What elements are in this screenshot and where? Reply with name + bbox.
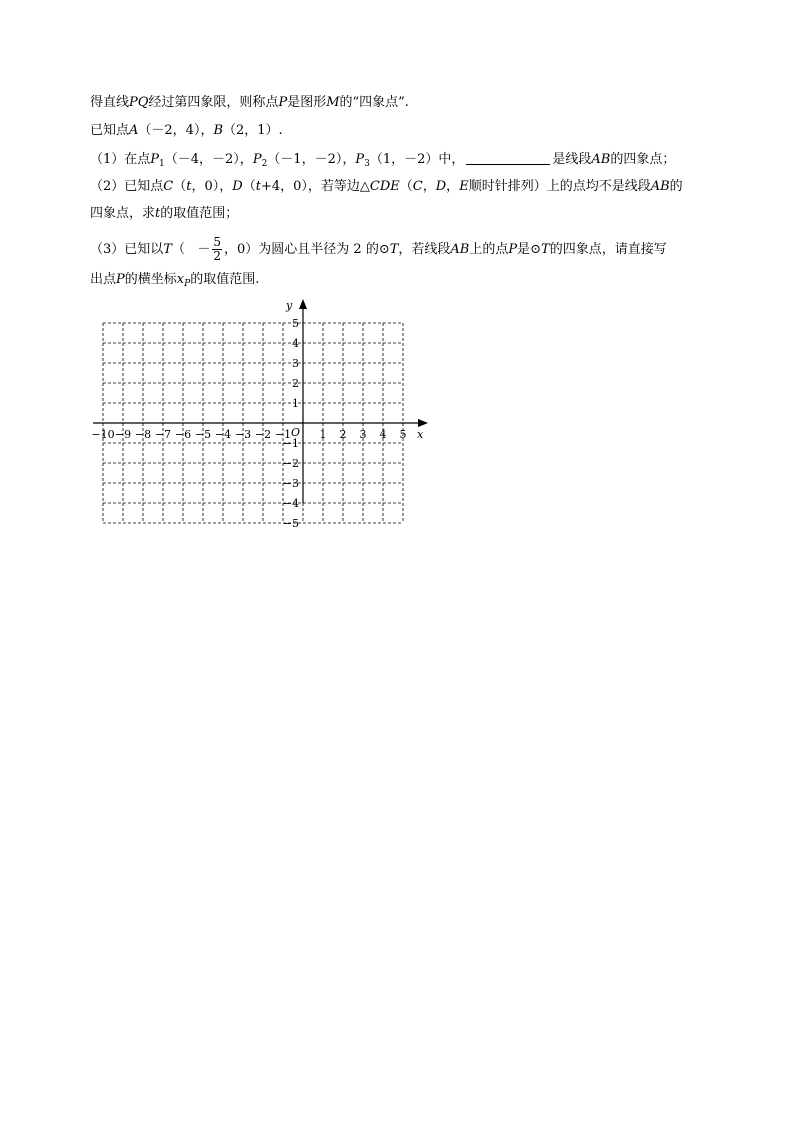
y-tick-label: −1 bbox=[282, 437, 299, 450]
text-span: 是线段 bbox=[552, 152, 592, 167]
var-d: D bbox=[435, 179, 447, 194]
var-e: E bbox=[459, 179, 469, 194]
y-tick-label: 5 bbox=[292, 317, 299, 330]
var-c: C bbox=[163, 179, 174, 194]
subscript: P bbox=[184, 279, 191, 289]
text-span: 已知点 bbox=[90, 123, 130, 138]
y-tick-label: 1 bbox=[292, 397, 299, 410]
y-tick-label: −2 bbox=[282, 457, 299, 470]
y-tick-label: −4 bbox=[282, 497, 299, 510]
text-span: （ bbox=[173, 179, 187, 194]
var-p: P bbox=[252, 152, 262, 167]
text-span: （－2，4）， bbox=[138, 123, 214, 138]
var-t: t bbox=[155, 206, 161, 221]
x-tick-label: −6 bbox=[174, 428, 192, 441]
text-span: （1，－2）中， bbox=[369, 152, 465, 167]
text-span: （ bbox=[399, 179, 413, 194]
var-t-point: T bbox=[163, 242, 172, 257]
fraction bbox=[212, 236, 222, 263]
y-tick-label: 3 bbox=[292, 357, 299, 370]
fraction-numerator: 5 bbox=[213, 235, 222, 249]
subscript: 1 bbox=[159, 159, 165, 169]
var-p: P bbox=[355, 152, 365, 167]
text-span: 的取值范围； bbox=[160, 206, 239, 221]
var-ab: AB bbox=[650, 179, 670, 194]
answer-blank[interactable] bbox=[466, 151, 550, 165]
var-p: P bbox=[116, 272, 125, 287]
var-ab: AB bbox=[450, 242, 470, 257]
var-m: M bbox=[326, 95, 340, 110]
subscript: 2 bbox=[261, 159, 268, 169]
origin-label: O bbox=[291, 426, 301, 439]
x-tick-label: 4 bbox=[379, 428, 387, 441]
x-tick-label: −9 bbox=[114, 428, 132, 441]
y-tick-label: 4 bbox=[292, 337, 299, 350]
var-cde: CDE bbox=[369, 179, 400, 194]
text-span: （ bbox=[242, 179, 256, 194]
coordinate-plane bbox=[90, 298, 430, 548]
text-span: 的“四象点”. bbox=[339, 95, 409, 110]
intro-line-1 bbox=[90, 94, 409, 112]
var-x: x bbox=[176, 272, 185, 287]
x-tick-label: 2 bbox=[339, 428, 347, 441]
text-span: 的取值范围. bbox=[190, 272, 260, 287]
var-p: P bbox=[150, 152, 160, 167]
question-2-line-1 bbox=[90, 178, 683, 196]
x-tick-label: 1 bbox=[319, 428, 327, 441]
text-span: （3）已知以 bbox=[90, 242, 164, 257]
text-span: 经过第四象限，则称点 bbox=[148, 95, 279, 110]
text-span: 的四象点，请直接写 bbox=[549, 242, 667, 257]
text-span: （2，1）. bbox=[223, 123, 283, 138]
x-tick-label: −5 bbox=[194, 428, 212, 441]
var-t-point: T bbox=[389, 242, 399, 257]
minus-sign: － bbox=[197, 242, 211, 257]
question-1 bbox=[90, 151, 675, 173]
y-tick-label: 2 bbox=[292, 377, 299, 390]
var-b: B bbox=[213, 123, 224, 138]
x-tick-label: 3 bbox=[359, 428, 367, 441]
y-tick-label: −3 bbox=[282, 477, 299, 490]
text-span: 得直线 bbox=[90, 95, 130, 110]
text-span: 的四象点； bbox=[610, 152, 676, 167]
subscript: 3 bbox=[364, 159, 370, 169]
question-2-line-2 bbox=[90, 205, 238, 223]
var-ab: AB bbox=[591, 152, 611, 167]
x-tick-label: −7 bbox=[154, 428, 172, 441]
x-tick-label: −8 bbox=[134, 428, 152, 441]
text-span: ， bbox=[446, 179, 460, 194]
var-d: D bbox=[232, 179, 243, 194]
var-a: A bbox=[129, 123, 139, 138]
x-tick-label: −10 bbox=[91, 428, 115, 441]
text-span: 四象点，求 bbox=[90, 206, 156, 221]
coordinate-graph bbox=[90, 298, 430, 548]
text-span: 上的点 bbox=[469, 242, 509, 257]
text-span: （1）在点 bbox=[90, 152, 151, 167]
var-t-point: T bbox=[541, 242, 550, 257]
var-p: P bbox=[278, 95, 288, 110]
x-tick-label: −1 bbox=[274, 428, 292, 441]
question-3-line-2 bbox=[90, 271, 259, 293]
given-points-line bbox=[90, 122, 283, 140]
var-p: P bbox=[508, 242, 518, 257]
question-3-line-1 bbox=[90, 236, 667, 264]
text-span: 是图形 bbox=[287, 95, 327, 110]
text-span: （－1，－2）， bbox=[267, 152, 356, 167]
x-tick-label: −4 bbox=[214, 428, 232, 441]
text-span: ，0）， bbox=[191, 179, 233, 194]
x-tick-label: −2 bbox=[254, 428, 272, 441]
var-t: t bbox=[186, 179, 192, 194]
x-axis-arrow bbox=[418, 419, 428, 427]
y-axis-label: y bbox=[286, 299, 293, 312]
var-c: C bbox=[412, 179, 423, 194]
var-pq: PQ bbox=[129, 95, 149, 110]
text-span: 顺时针排列）上的点均不是线段 bbox=[468, 179, 651, 194]
text-span: 出点 bbox=[90, 272, 117, 287]
text-span: （－4，－2）， bbox=[164, 152, 253, 167]
y-tick-label: −5 bbox=[282, 517, 299, 530]
text-span: （ bbox=[171, 242, 185, 257]
x-tick-label: −3 bbox=[234, 428, 252, 441]
text-span: ， bbox=[422, 179, 436, 194]
text-span: 的 bbox=[669, 179, 683, 194]
text-span: ，若线段 bbox=[398, 242, 451, 257]
text-span: （2）已知点 bbox=[90, 179, 164, 194]
text-span: +4，0），若等边△ bbox=[260, 179, 370, 194]
x-tick-label: 5 bbox=[399, 428, 407, 441]
text-span: 的横坐标 bbox=[124, 272, 177, 287]
fraction-denominator: 2 bbox=[213, 249, 222, 263]
y-axis-arrow bbox=[299, 299, 307, 309]
text-span: 是⊙ bbox=[517, 242, 542, 257]
x-axis-label: x bbox=[417, 428, 424, 441]
var-t: t bbox=[255, 179, 261, 194]
text-span: ，0）为圆心且半径为 2 的⊙ bbox=[224, 242, 390, 257]
